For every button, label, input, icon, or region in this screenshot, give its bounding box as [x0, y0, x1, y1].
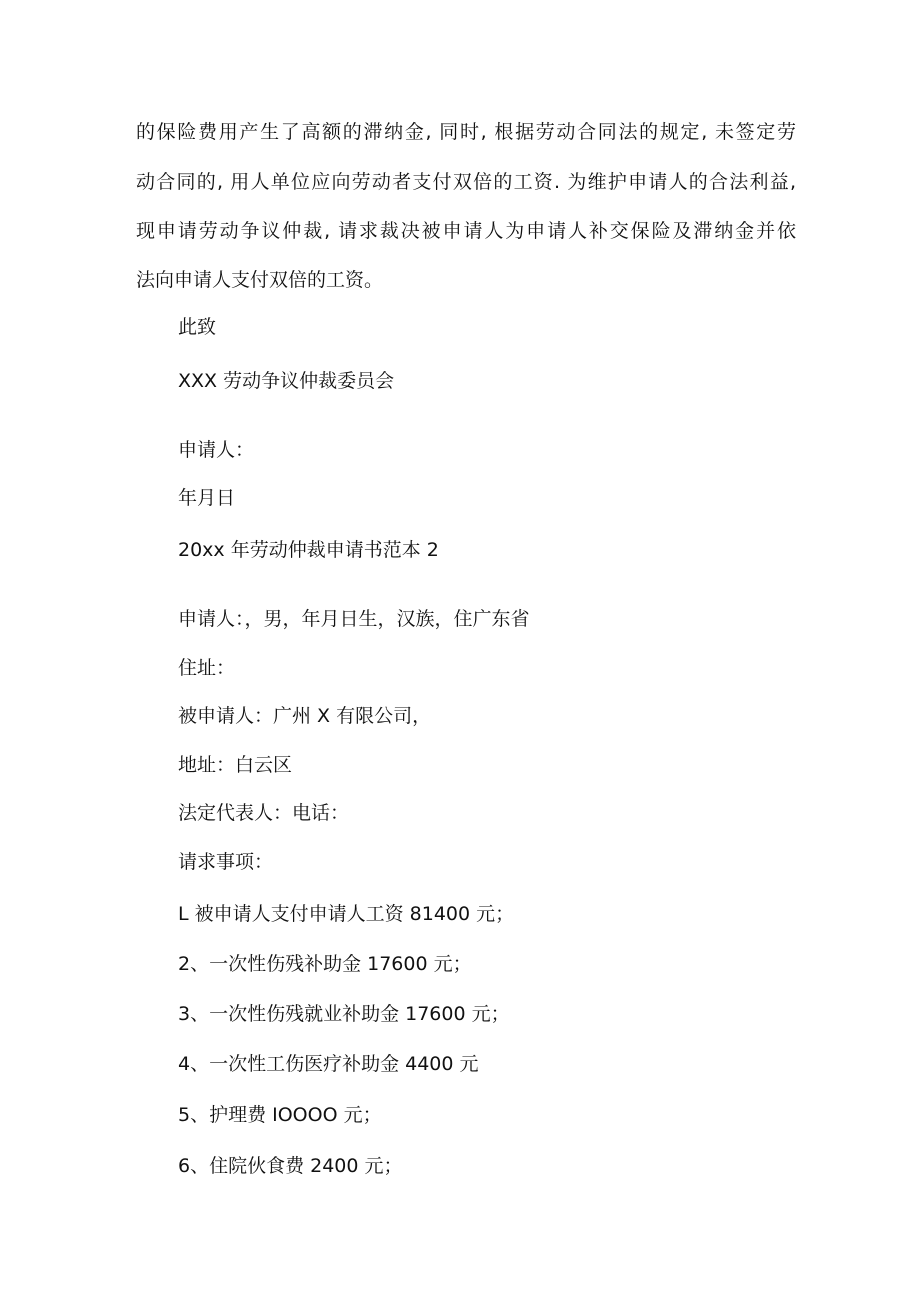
- address-label: 住址：: [178, 657, 236, 679]
- date-label: 年月日: [178, 487, 236, 509]
- applicant-info: 申请人：，男，年月日生，汉族，住广东省: [178, 608, 530, 630]
- paragraph-line-4: 法向申请人支付双倍的工资。: [136, 269, 384, 291]
- legal-representative: 法定代表人：电话：: [178, 802, 350, 824]
- claim-item-2: 2、一次性伤残补助金 17600 元；: [178, 953, 472, 975]
- claim-item-6: 6、住院伙食费 2400 元；: [178, 1155, 403, 1177]
- claim-item-1: L 被申请人支付申请人工资 81400 元；: [178, 903, 515, 925]
- salutation: 此致: [178, 316, 217, 338]
- claim-item-5: 5、护理费 IOOOO 元；: [178, 1104, 382, 1126]
- paragraph-line-3: 现申请劳动争议仲裁, 请求裁决被申请人为申请人补交保险及滞纳金并依: [136, 220, 796, 242]
- applicant-signature-label: 申请人：: [178, 439, 255, 461]
- respondent-info: 被申请人：广州 X 有限公司，: [178, 705, 432, 727]
- respondent-address: 地址：白云区: [178, 754, 293, 776]
- paragraph-line-1: 的保险费用产生了高额的滞纳金, 同时, 根据劳动合同法的规定, 未签定劳: [136, 121, 796, 143]
- claim-item-4: 4、一次性工伤医疗补助金 4400 元: [178, 1053, 479, 1075]
- claim-item-3: 3、一次性伤残就业补助金 17600 元；: [178, 1003, 510, 1025]
- claims-label: 请求事项：: [178, 851, 274, 873]
- recipient-committee: XXX 劳动争议仲裁委员会: [178, 370, 395, 392]
- sample-title: 20xx 年劳动仲裁申请书范本 2: [178, 539, 439, 561]
- paragraph-line-2: 动合同的, 用人单位应向劳动者支付双倍的工资. 为维护申请人的合法利益,: [136, 171, 796, 193]
